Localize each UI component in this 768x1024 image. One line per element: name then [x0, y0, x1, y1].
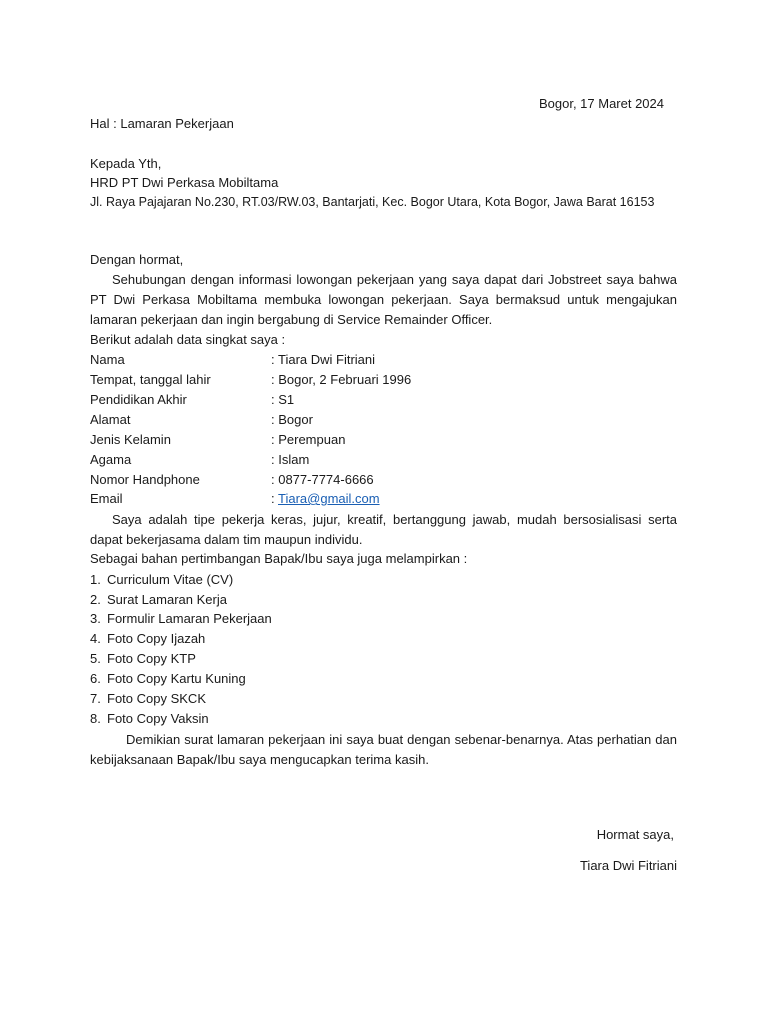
data-value: : 0877-7774-6666: [271, 472, 374, 487]
list-item: Foto Copy Ijazah: [107, 631, 206, 646]
data-value: : Islam: [271, 452, 310, 467]
self-description: Saya adalah tipe pekerja keras, jujur, kreatif, bertanggung jawab, mudah bersosialisasi serta dapat bekerjasama dalam tim maupun individu.: [90, 512, 677, 547]
data-value: : Perempuan: [271, 432, 346, 447]
list-item: Curriculum Vitae (CV): [107, 572, 234, 587]
signature-name: Tiara Dwi Fitriani: [579, 858, 677, 873]
closing-paragraph: Demikian surat lamaran pekerjaan ini saya buat dengan sebenar-benarnya. Atas perhatian dan kebijaksanaan Bapak/Ibu saya mengucapkan terima kasih.: [90, 732, 677, 767]
list-number: 4.: [90, 631, 101, 646]
sign-off: Hormat saya,: [596, 827, 674, 842]
list-item: Foto Copy Kartu Kuning: [107, 671, 246, 686]
list-number: 1.: [90, 572, 101, 587]
data-label: Nomor Handphone: [90, 472, 200, 487]
data-value: : S1: [271, 392, 295, 407]
data-label: Tempat, tanggal lahir: [90, 372, 211, 387]
recipient-name: HRD PT Dwi Perkasa Mobiltama: [90, 175, 279, 190]
data-label: Jenis Kelamin: [90, 432, 171, 447]
list-number: 5.: [90, 651, 101, 666]
list-number: 2.: [90, 592, 101, 607]
data-value: : Tiara Dwi Fitriani: [271, 352, 376, 367]
data-label: Agama: [90, 452, 132, 467]
data-intro: Berikut adalah data singkat saya :: [90, 332, 286, 347]
salutation: Dengan hormat,: [90, 252, 184, 267]
recipient-greeting: Kepada Yth,: [90, 156, 162, 171]
data-value: : Bogor, 2 Februari 1996: [271, 372, 412, 387]
email-link[interactable]: Tiara@gmail.com: [278, 491, 380, 506]
list-item: Foto Copy Vaksin: [107, 711, 209, 726]
data-label: Nama: [90, 352, 125, 367]
list-item: Foto Copy SKCK: [107, 691, 206, 706]
recipient-address: Jl. Raya Pajajaran No.230, RT.03/RW.03, Bantarjati, Kec. Bogor Utara, Kota Bogor, Jawa Barat 16153: [90, 195, 655, 209]
list-item: Formulir Lamaran Pekerjaan: [107, 611, 272, 626]
attachments-intro: Sebagai bahan pertimbangan Bapak/Ibu saya juga melampirkan :: [90, 551, 468, 566]
list-number: 8.: [90, 711, 101, 726]
opening-paragraph: Sehubungan dengan informasi lowongan pekerjaan yang saya dapat dari Jobstreet saya bahwa PT Dwi Perkasa Mobiltama membuka lowongan pekerjaan. Saya bermaksud untuk mengajukan lamaran pekerjaan dan ingin bergabung di Service Remainder Officer.: [90, 272, 677, 327]
email-colon: :: [271, 491, 278, 506]
email-value: [271, 489, 380, 509]
letter-subject: Hal : Lamaran Pekerjaan: [90, 116, 234, 131]
list-number: 7.: [90, 691, 101, 706]
email-label: Email: [90, 491, 123, 506]
list-item: Foto Copy KTP: [107, 651, 196, 666]
data-label: Pendidikan Akhir: [90, 392, 187, 407]
list-item: Surat Lamaran Kerja: [107, 592, 227, 607]
letter-date: Bogor, 17 Maret 2024: [538, 96, 664, 111]
data-label: Alamat: [90, 412, 131, 427]
data-value: : Bogor: [271, 412, 313, 427]
list-number: 6.: [90, 671, 101, 686]
list-number: 3.: [90, 611, 101, 626]
